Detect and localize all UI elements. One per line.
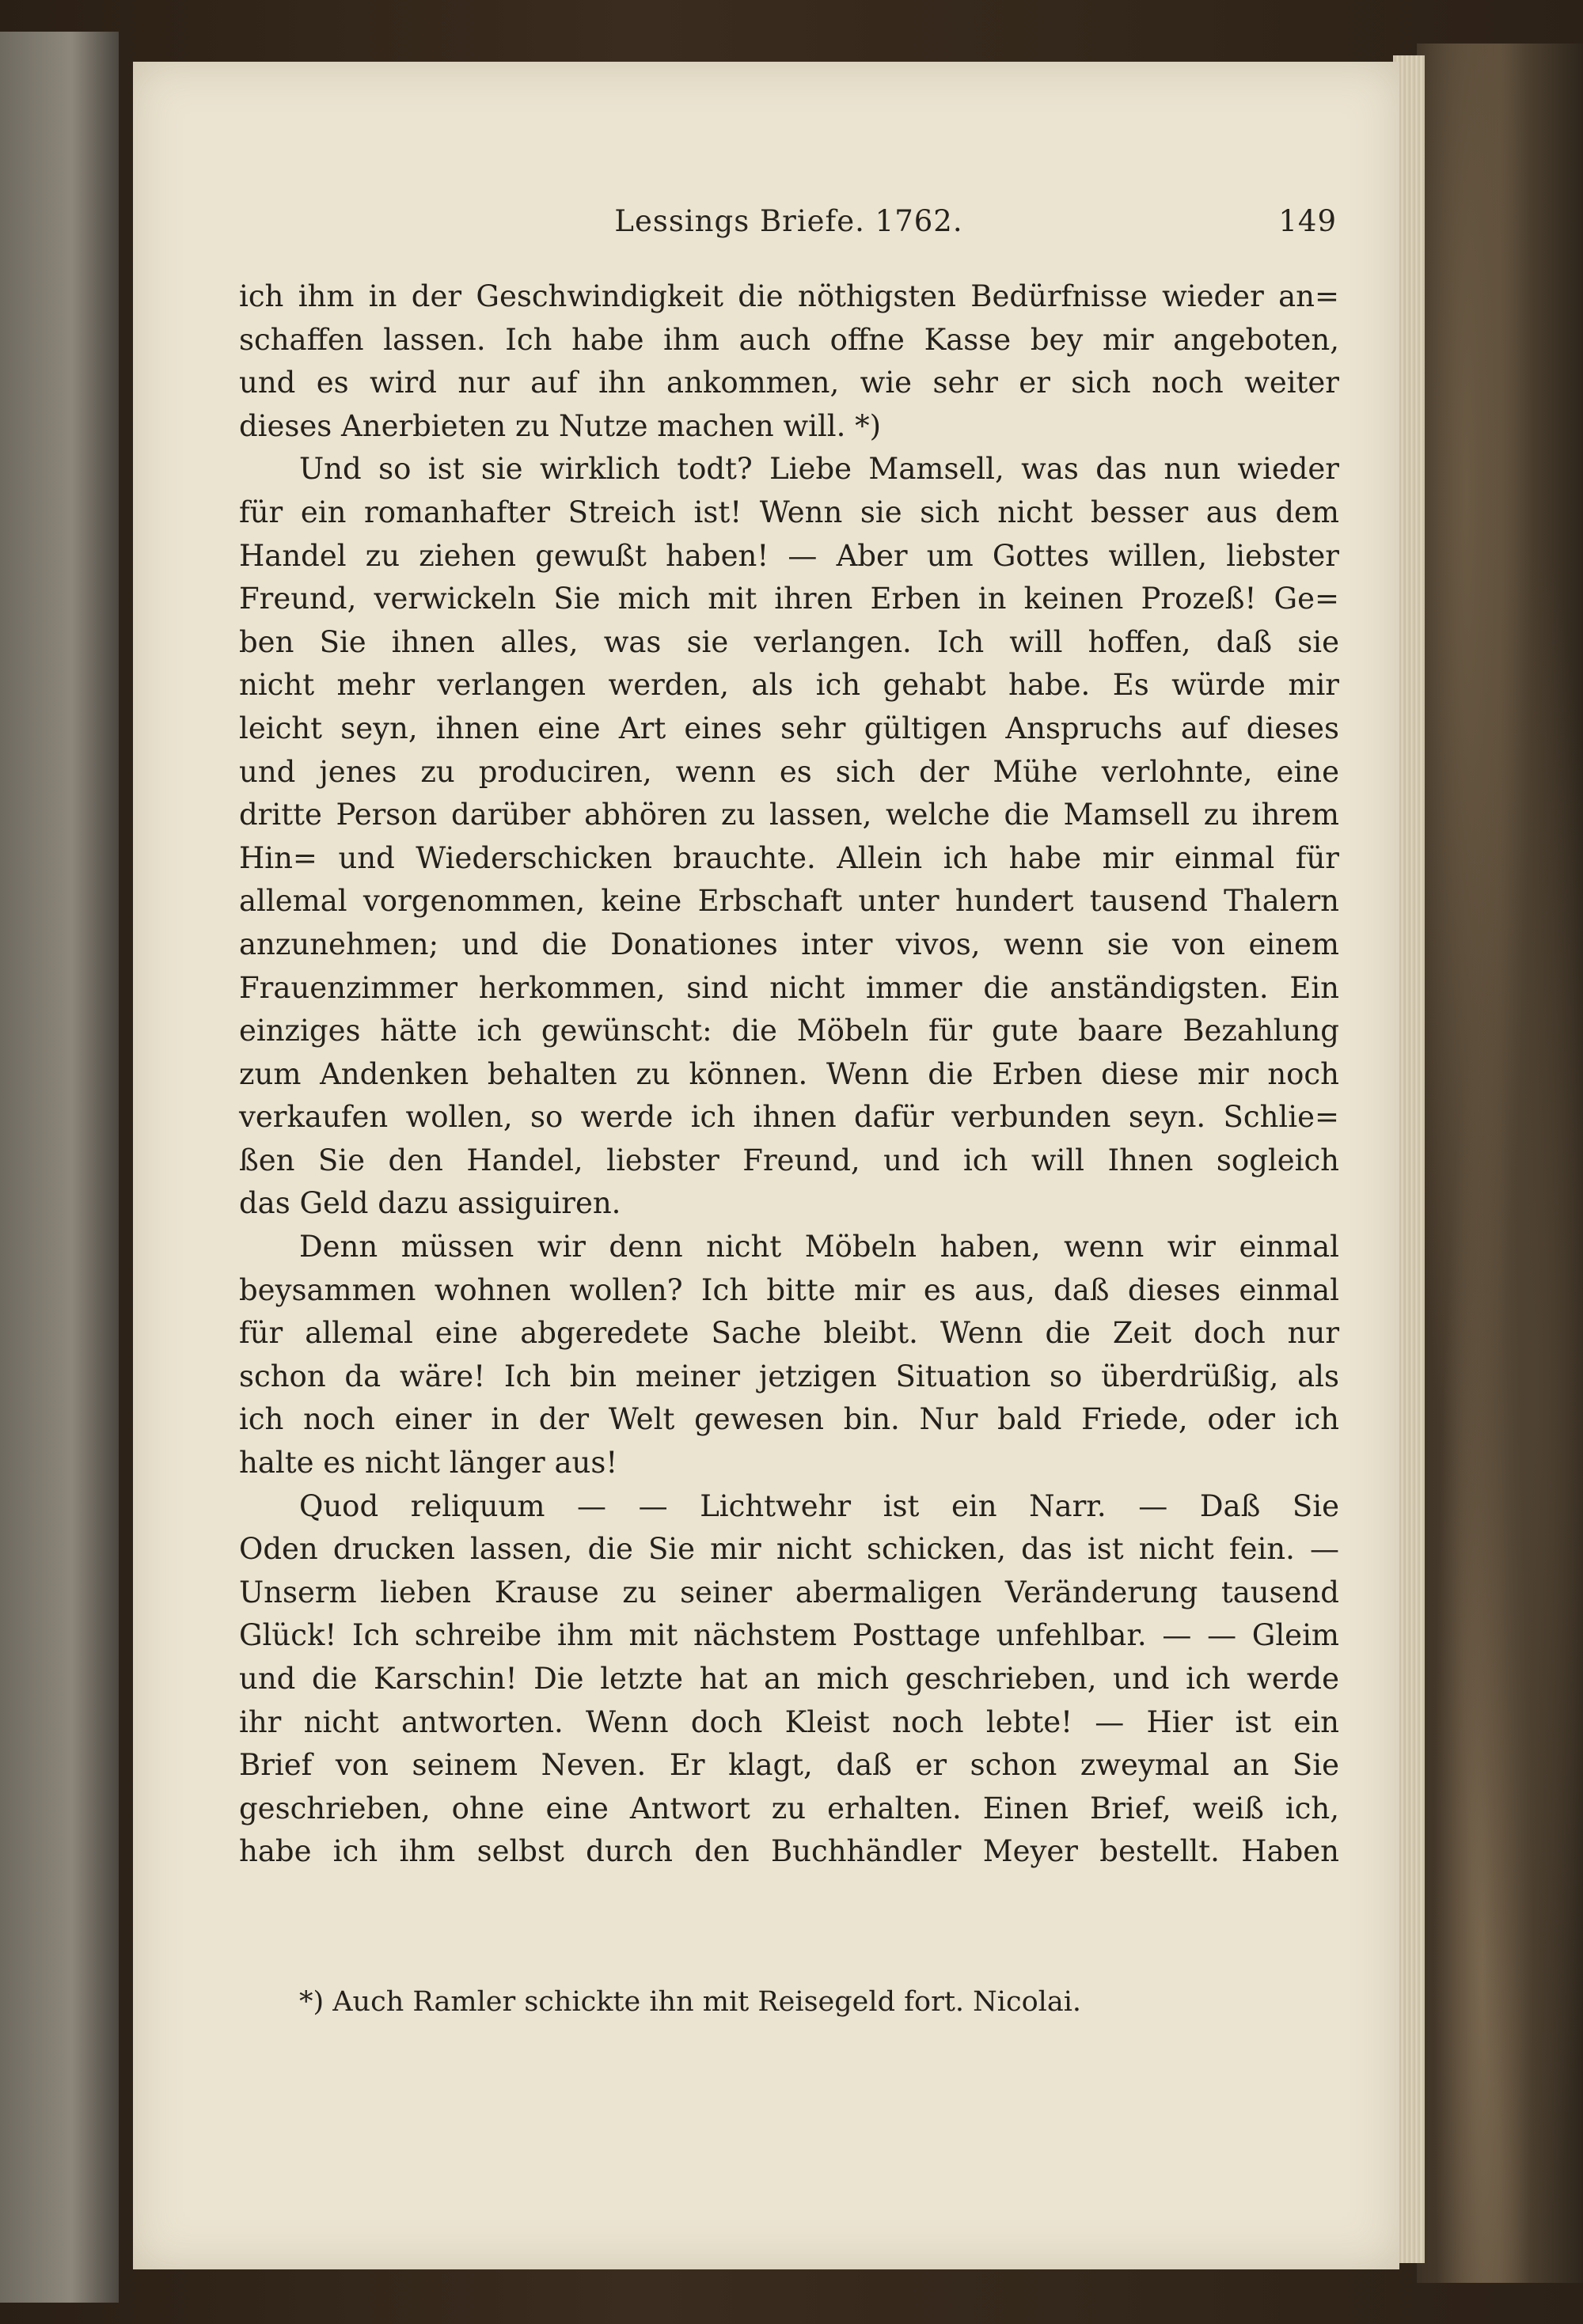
text-line: allemal vorgenommen, keine Erbschaft unter hundert tausend Thalern	[239, 884, 1339, 919]
text-line: ihr nicht antworten. Wenn doch Kleist noch lebte! — Hier ist ein	[239, 1704, 1339, 1739]
text-line: ben Sie ihnen alles, was sie verlangen. Ich will hoffen, daß sie	[239, 624, 1339, 659]
text-line: Und so ist sie wirklich todt? Liebe Mamsell, was das nun wieder	[299, 452, 1339, 487]
text-line: Brief von seinem Neven. Er klagt, daß er schon zweymal an Sie	[239, 1748, 1339, 1783]
text-line: dieses Anerbieten zu Nutze machen will. *)	[239, 408, 882, 443]
text-line: leicht seyn, ihnen eine Art eines sehr gültigen Anspruchs auf dieses	[239, 711, 1339, 745]
page-header	[241, 204, 1337, 260]
text-line: ich noch einer in der Welt gewesen bin. Nur bald Friede, oder ich	[239, 1402, 1339, 1437]
text-line: und jenes zu produciren, wenn es sich der Mühe verlohnte, eine	[239, 754, 1339, 789]
text-line: habe ich ihm selbst durch den Buchhändler Meyer bestellt. Haben	[239, 1834, 1339, 1869]
text-line: für ein romanhafter Streich ist! Wenn sie sich nicht besser aus dem	[239, 495, 1339, 529]
marbled-cover	[1417, 44, 1583, 2283]
text-line: Hin= und Wiederschicken brauchte. Allein ich habe mir einmal für	[239, 840, 1339, 875]
text-line: ßen Sie den Handel, liebster Freund, und ich will Ihnen sogleich	[239, 1143, 1339, 1177]
book-page	[133, 62, 1399, 2269]
text-line: nicht mehr verlangen werden, als ich gehabt habe. Es würde mir	[239, 668, 1339, 703]
text-line: Frauenzimmer herkommen, sind nicht immer die anständigsten. Ein	[239, 970, 1339, 1005]
text-line: einziges hätte ich gewünscht: die Möbeln für gute baare Bezahlung	[239, 1014, 1339, 1048]
text-line: schon da wäre! Ich bin meiner jetzigen Situation so überdrüßig, als	[239, 1359, 1339, 1393]
footnote: *) Auch Ramler schickte ihn mit Reisegeld fort. Nicolai.	[299, 1986, 1082, 2018]
text-line: Oden drucken lassen, die Sie mir nicht schicken, das ist nicht fein. —	[239, 1532, 1339, 1567]
text-line: Quod reliquum — — Lichtwehr ist ein Narr. — Daß Sie	[299, 1488, 1339, 1523]
text-line: verkaufen wollen, so werde ich ihnen dafür verbunden seyn. Schlie=	[239, 1100, 1339, 1135]
text-line: anzunehmen; und die Donationes inter vivos, wenn sie von einem	[239, 927, 1339, 961]
page-number: 149	[1278, 204, 1337, 238]
text-line: dritte Person darüber abhören zu lassen, welche die Mamsell zu ihrem	[239, 798, 1339, 832]
text-line: ich ihm in der Geschwindigkeit die nöthigsten Bedürfnisse wieder an=	[239, 279, 1339, 313]
text-line: halte es nicht länger aus!	[239, 1446, 618, 1480]
text-line: Handel zu ziehen gewußt haben! — Aber um Gottes willen, liebster	[239, 538, 1339, 573]
text-line: Freund, verwickeln Sie mich mit ihren Erben in keinen Prozeß! Ge=	[239, 582, 1339, 616]
text-line: schaffen lassen. Ich habe ihm auch offne Kasse bey mir angeboten,	[239, 322, 1339, 357]
body-text	[239, 275, 1339, 1874]
text-line: für allemal eine abgeredete Sache bleibt. Wenn die Zeit doch nur	[239, 1316, 1339, 1351]
text-line: und es wird nur auf ihn ankommen, wie sehr er sich noch weiter	[239, 366, 1339, 400]
text-line: Glück! Ich schreibe ihm mit nächstem Posttage unfehlbar. — — Gleim	[239, 1618, 1339, 1653]
text-line: das Geld dazu assiguiren.	[239, 1186, 621, 1221]
text-line: und die Karschin! Die letzte hat an mich geschrieben, und ich werde	[239, 1662, 1339, 1696]
text-line: zum Andenken behalten zu können. Wenn die Erben diese mir noch	[239, 1056, 1339, 1091]
running-head: Lessings Briefe. 1762.	[614, 204, 963, 238]
text-line: Unserm lieben Krause zu seiner abermaligen Veränderung tausend	[239, 1575, 1339, 1609]
text-line: Denn müssen wir denn nicht Möbeln haben, wenn wir einmal	[299, 1230, 1339, 1264]
facing-page-edge	[0, 32, 119, 2303]
text-line: beysammen wohnen wollen? Ich bitte mir es aus, daß dieses einmal	[239, 1272, 1339, 1307]
text-line: geschrieben, ohne eine Antwort zu erhalten. Einen Brief, weiß ich,	[239, 1791, 1339, 1825]
